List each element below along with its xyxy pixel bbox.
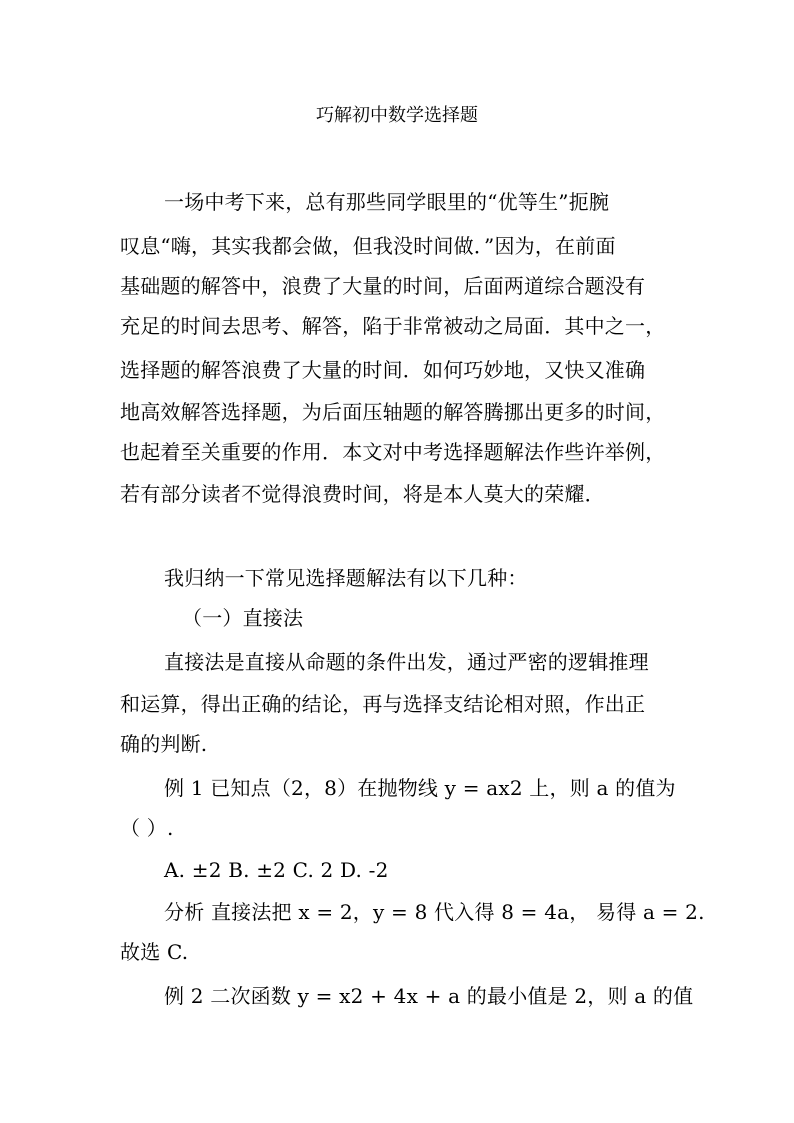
paragraph-line: 若有部分读者不觉得浪费时间，将是本人莫大的荣耀．	[120, 482, 605, 506]
document-title: 巧解初中数学选择题	[316, 105, 478, 126]
example1-options: A. ±2 B. ±2 C. 2 D. -2	[164, 858, 389, 882]
summary-line: 我归纳一下常见选择题解法有以下几种：	[164, 566, 528, 590]
paragraph-line: 基础题的解答中，浪费了大量的时间，后面两道综合题没有	[120, 274, 646, 298]
analysis-line: 分析 直接法把 x = 2，y = 8 代入得 8 = 4a， 易得 a = 2.	[164, 900, 705, 924]
section-heading: （一）直接法	[182, 606, 304, 630]
paragraph-line: 一场中考下来，总有那些同学眼里的“优等生”扼腕	[164, 190, 610, 214]
paragraph-line: 地高效解答选择题，为后面压轴题的解答腾挪出更多的时间，	[120, 400, 666, 424]
example1-line: （ ）.	[120, 816, 174, 840]
paragraph-line: 叹息“嗨，其实我都会做，但我没时间做．”因为，在前面	[120, 234, 616, 258]
paragraph-line: 充足的时间去思考、解答，陷于非常被动之局面．其中之一，	[120, 314, 666, 338]
method-line: 直接法是直接从命题的条件出发，通过严密的逻辑推理	[164, 650, 649, 674]
paragraph-line: 也起着至关重要的作用．本文对中考选择题解法作些许举例，	[120, 440, 666, 464]
example1-line: 例 1 已知点（2，8）在抛物线 y = ax2 上，则 a 的值为	[164, 776, 676, 800]
example2-line: 例 2 二次函数 y = x2 + 4x + a 的最小值是 2，则 a 的值	[164, 984, 694, 1008]
method-line: 确的判断.	[120, 732, 208, 756]
analysis-line: 故选 C.	[120, 940, 189, 964]
method-line: 和运算，得出正确的结论，再与选择支结论相对照，作出正	[120, 692, 646, 716]
paragraph-line: 选择题的解答浪费了大量的时间．如何巧妙地，又快又准确	[120, 358, 646, 382]
